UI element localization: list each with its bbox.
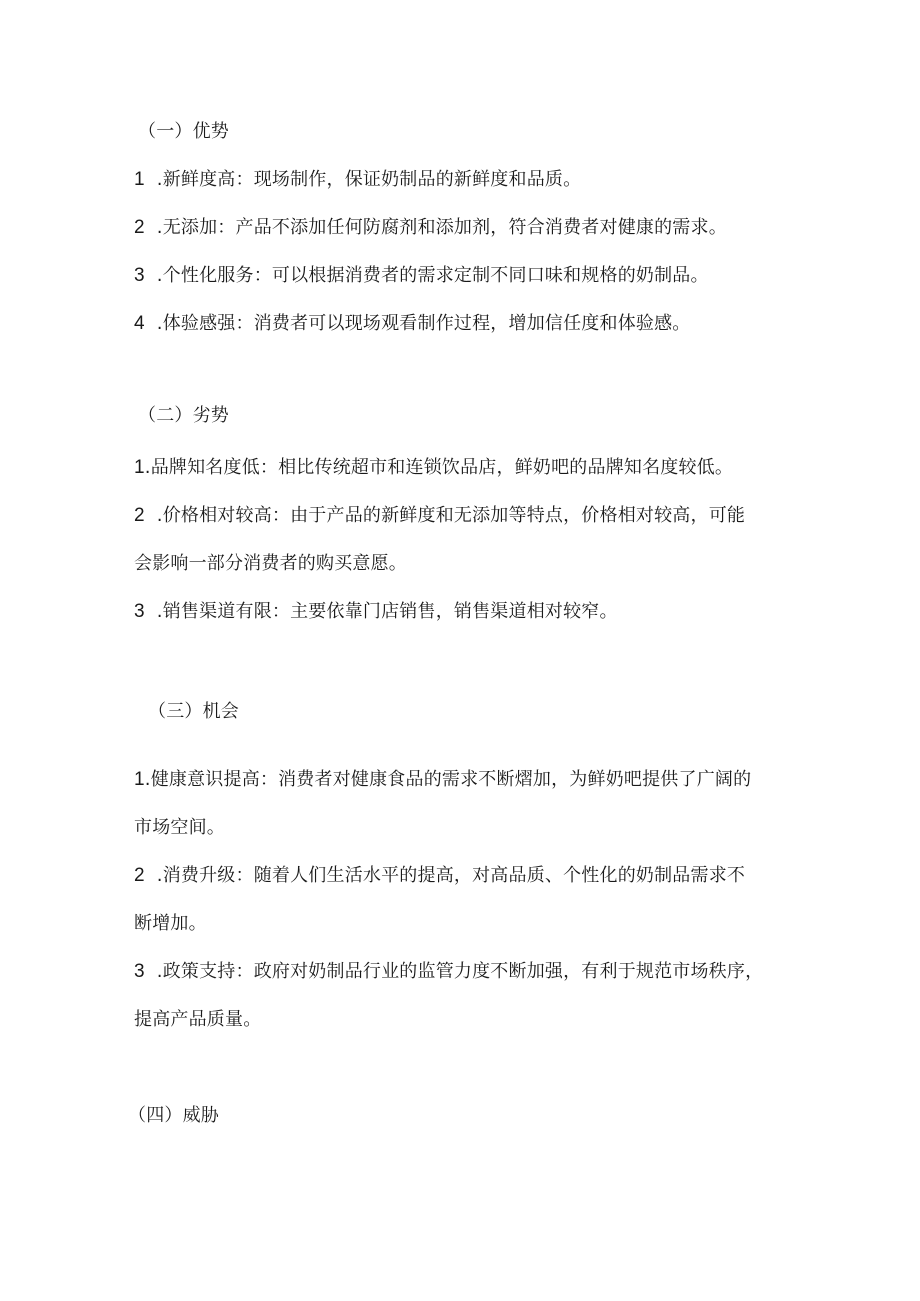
list-item: [134, 216, 727, 240]
list-item: [134, 312, 691, 336]
list-item-number: 2: [134, 505, 145, 526]
list-item-text: .政策支持：政府对奶制品行业的监管力度不断加强，有利于规范市场秩序，: [156, 961, 764, 982]
list-item-number: 2: [134, 865, 145, 886]
list-item: [134, 960, 763, 984]
list-item-number: 1: [134, 169, 145, 190]
section-heading-weaknesses: （二）劣势: [138, 405, 229, 426]
list-item-number: 1: [134, 769, 145, 790]
section-heading-strengths: （一）优势: [138, 121, 229, 142]
list-item-continuation: 市场空间。: [134, 817, 225, 838]
list-item-number: 1: [134, 457, 145, 478]
list-item-text: .新鲜度高：现场制作，保证奶制品的新鲜度和品质。: [156, 169, 582, 190]
section-heading-threats: （四）威胁: [128, 1105, 219, 1126]
list-item: [134, 504, 745, 528]
list-item-text: .无添加：产品不添加任何防腐剂和添加剂，符合消费者对健康的需求。: [156, 217, 727, 238]
list-item-number: 4: [134, 313, 145, 334]
list-item-continuation: 断增加。: [134, 913, 207, 934]
list-item-text: .品牌知名度低：相比传统超市和连锁饮品店，鲜奶吧的品牌知名度较低。: [144, 457, 734, 478]
list-item: [134, 456, 733, 480]
section-heading-opportunities: （三）机会: [148, 701, 239, 722]
list-item-continuation: 提高产品质量。: [134, 1009, 262, 1030]
list-item: [134, 264, 709, 288]
list-item-number: 3: [134, 265, 145, 286]
list-item: [134, 768, 751, 792]
list-item: [134, 168, 581, 192]
list-item-text: .消费升级：随着人们生活水平的提高，对高品质、个性化的奶制品需求不: [156, 865, 746, 886]
list-item-number: 3: [134, 961, 145, 982]
list-item: [134, 864, 745, 888]
list-item-text: .体验感强：消费者可以现场观看制作过程，增加信任度和体验感。: [156, 313, 691, 334]
list-item-text: .销售渠道有限：主要依靠门店销售，销售渠道相对较窄。: [156, 601, 618, 622]
list-item-number: 2: [134, 217, 145, 238]
list-item-text: .健康意识提高：消费者对健康食品的需求不断熠加，为鲜奶吧提供了广阔的: [144, 769, 752, 790]
list-item-continuation: 会影响一部分消费者的购买意愿。: [134, 553, 407, 574]
list-item-text: .价格相对较高：由于产品的新鲜度和无添加等特点，价格相对较高，可能: [156, 505, 746, 526]
list-item-number: 3: [134, 601, 145, 622]
list-item: [134, 600, 618, 624]
list-item-text: .个性化服务：可以根据消费者的需求定制不同口味和规格的奶制品。: [156, 265, 709, 286]
